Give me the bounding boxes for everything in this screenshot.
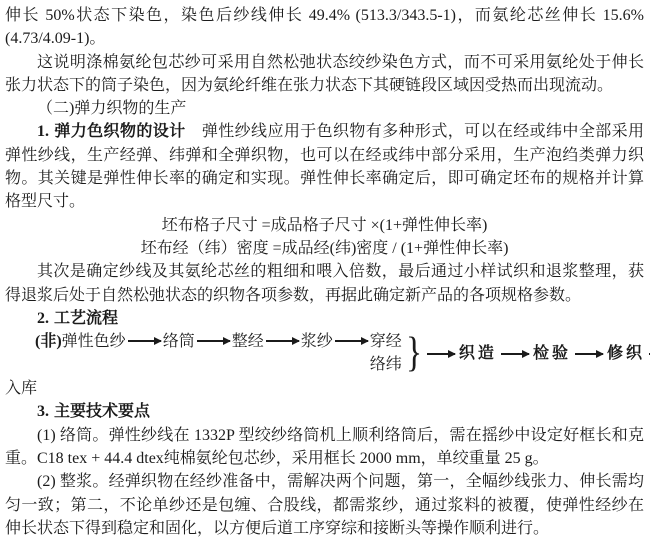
- paragraph-design-body: 弹性纱线应用于色织物有多种形式，可以在经或纬中全部采用弹性纱线，生产经弹、纬弹和全弹织物，也可以在经或纬中部分采用，生产泡绉类弹力织物。其关键是弹性伸长率的确定和实现。弹性伸长率确定后，即可确定坯布的规格并计算格型尺寸。: [5, 123, 644, 211]
- flow-stack-drawing-wefting: [370, 330, 402, 377]
- flow-node-winding: 络筒: [162, 333, 195, 351]
- flow-node-inspection: 检验: [532, 345, 571, 363]
- paragraph-point-sizing: (2) 整浆。经弹织物在经纱准备中，需解决两个问题，第一，全幅纱线张力、伸长需均匀一致；第二，不论单纱还是包缠、合股线，都需浆纱，通过浆料的被覆，使弹性经纱在伸长状态下得到稳定和固化，以方便后道工序穿综和接断头等操作顺利进行。: [5, 473, 644, 537]
- flow-node-warping: 整经: [231, 333, 264, 351]
- arrow-icon: [266, 340, 299, 342]
- arrow-icon: [427, 353, 455, 355]
- arrow-icon: [575, 353, 603, 355]
- flow-node-weaving: 织造: [458, 345, 497, 363]
- flow-start-label: 弹性色纱: [61, 333, 126, 351]
- list-number-3: 3.: [37, 403, 49, 421]
- flow-node-start: [35, 330, 126, 353]
- flow-start-prefix: (非): [35, 333, 62, 351]
- process-flow-diagram: [35, 330, 644, 377]
- subheading-process-flow: [5, 307, 644, 330]
- paragraph-yarn-parameters: 其次是确定纱线及其氨纶芯丝的粗细和喂入倍数，最后通过小样试织和退浆整理，获得退浆后处于自然松弛状态的织物各项参数，再据此确定新产品的各项规格参数。: [5, 263, 644, 304]
- paragraph-point-winding: (1) 络筒。弹性纱线在 1332P 型绞纱络筒机上顺利络筒后，需在摇纱中设定好框长和克重。C18 tex + 44.4 dtex纯棉氨纶包芯纱，采用框长 2000 mm，单绞重量 25 g。: [5, 426, 644, 468]
- list-number-2: 2.: [37, 309, 49, 327]
- formula-grid-size: 坯布格子尺寸 =成品格子尺寸 ×(1+弹性伸长率): [161, 216, 488, 234]
- paragraph-dye-elongation: 伸长 50%状态下染色，染色后纱线伸长 49.4% (513.3/343.5-1)，而氨纶芯丝伸长 15.6% (4.73/4.09-1)。: [5, 7, 644, 48]
- subheading-technical-points-title: 主要技术要点: [54, 403, 151, 421]
- flow-node-warehousing: 入库: [5, 380, 38, 398]
- paragraph-design: [5, 120, 644, 213]
- arrow-icon: [197, 340, 230, 342]
- arrow-icon: [128, 340, 161, 342]
- subheading-design: 弹力色织物的设计: [54, 123, 186, 141]
- arrow-icon: [335, 340, 368, 342]
- formula-density: 坯布经（纬）密度 =成品经(纬)密度 / (1+弹性伸长率): [140, 239, 509, 257]
- paragraph-dye-conclusion: 这说明涤棉氨纶包芯纱可采用自然松弛状态绞纱染色方式，而不可采用氨纶处于伸长张力状态下的筒子染色，因为氨纶纤维在张力状态下其硬链段区域因受热而出现流动。: [5, 53, 644, 94]
- subheading-process-flow-title: 工艺流程: [54, 309, 119, 327]
- brace-icon: }: [405, 330, 422, 377]
- section-heading-elastic-fabric-production: （二)弹力织物的生产: [37, 100, 187, 118]
- subheading-technical-points: [5, 400, 644, 423]
- flow-node-drawing-in: 穿经: [369, 333, 402, 351]
- list-number-1: 1.: [37, 123, 49, 141]
- flow-node-mending: 修织: [606, 345, 645, 363]
- flow-node-weft-winding: 络纬: [369, 356, 402, 374]
- flow-node-sizing: 浆纱: [300, 333, 333, 351]
- arrow-icon: [501, 353, 529, 355]
